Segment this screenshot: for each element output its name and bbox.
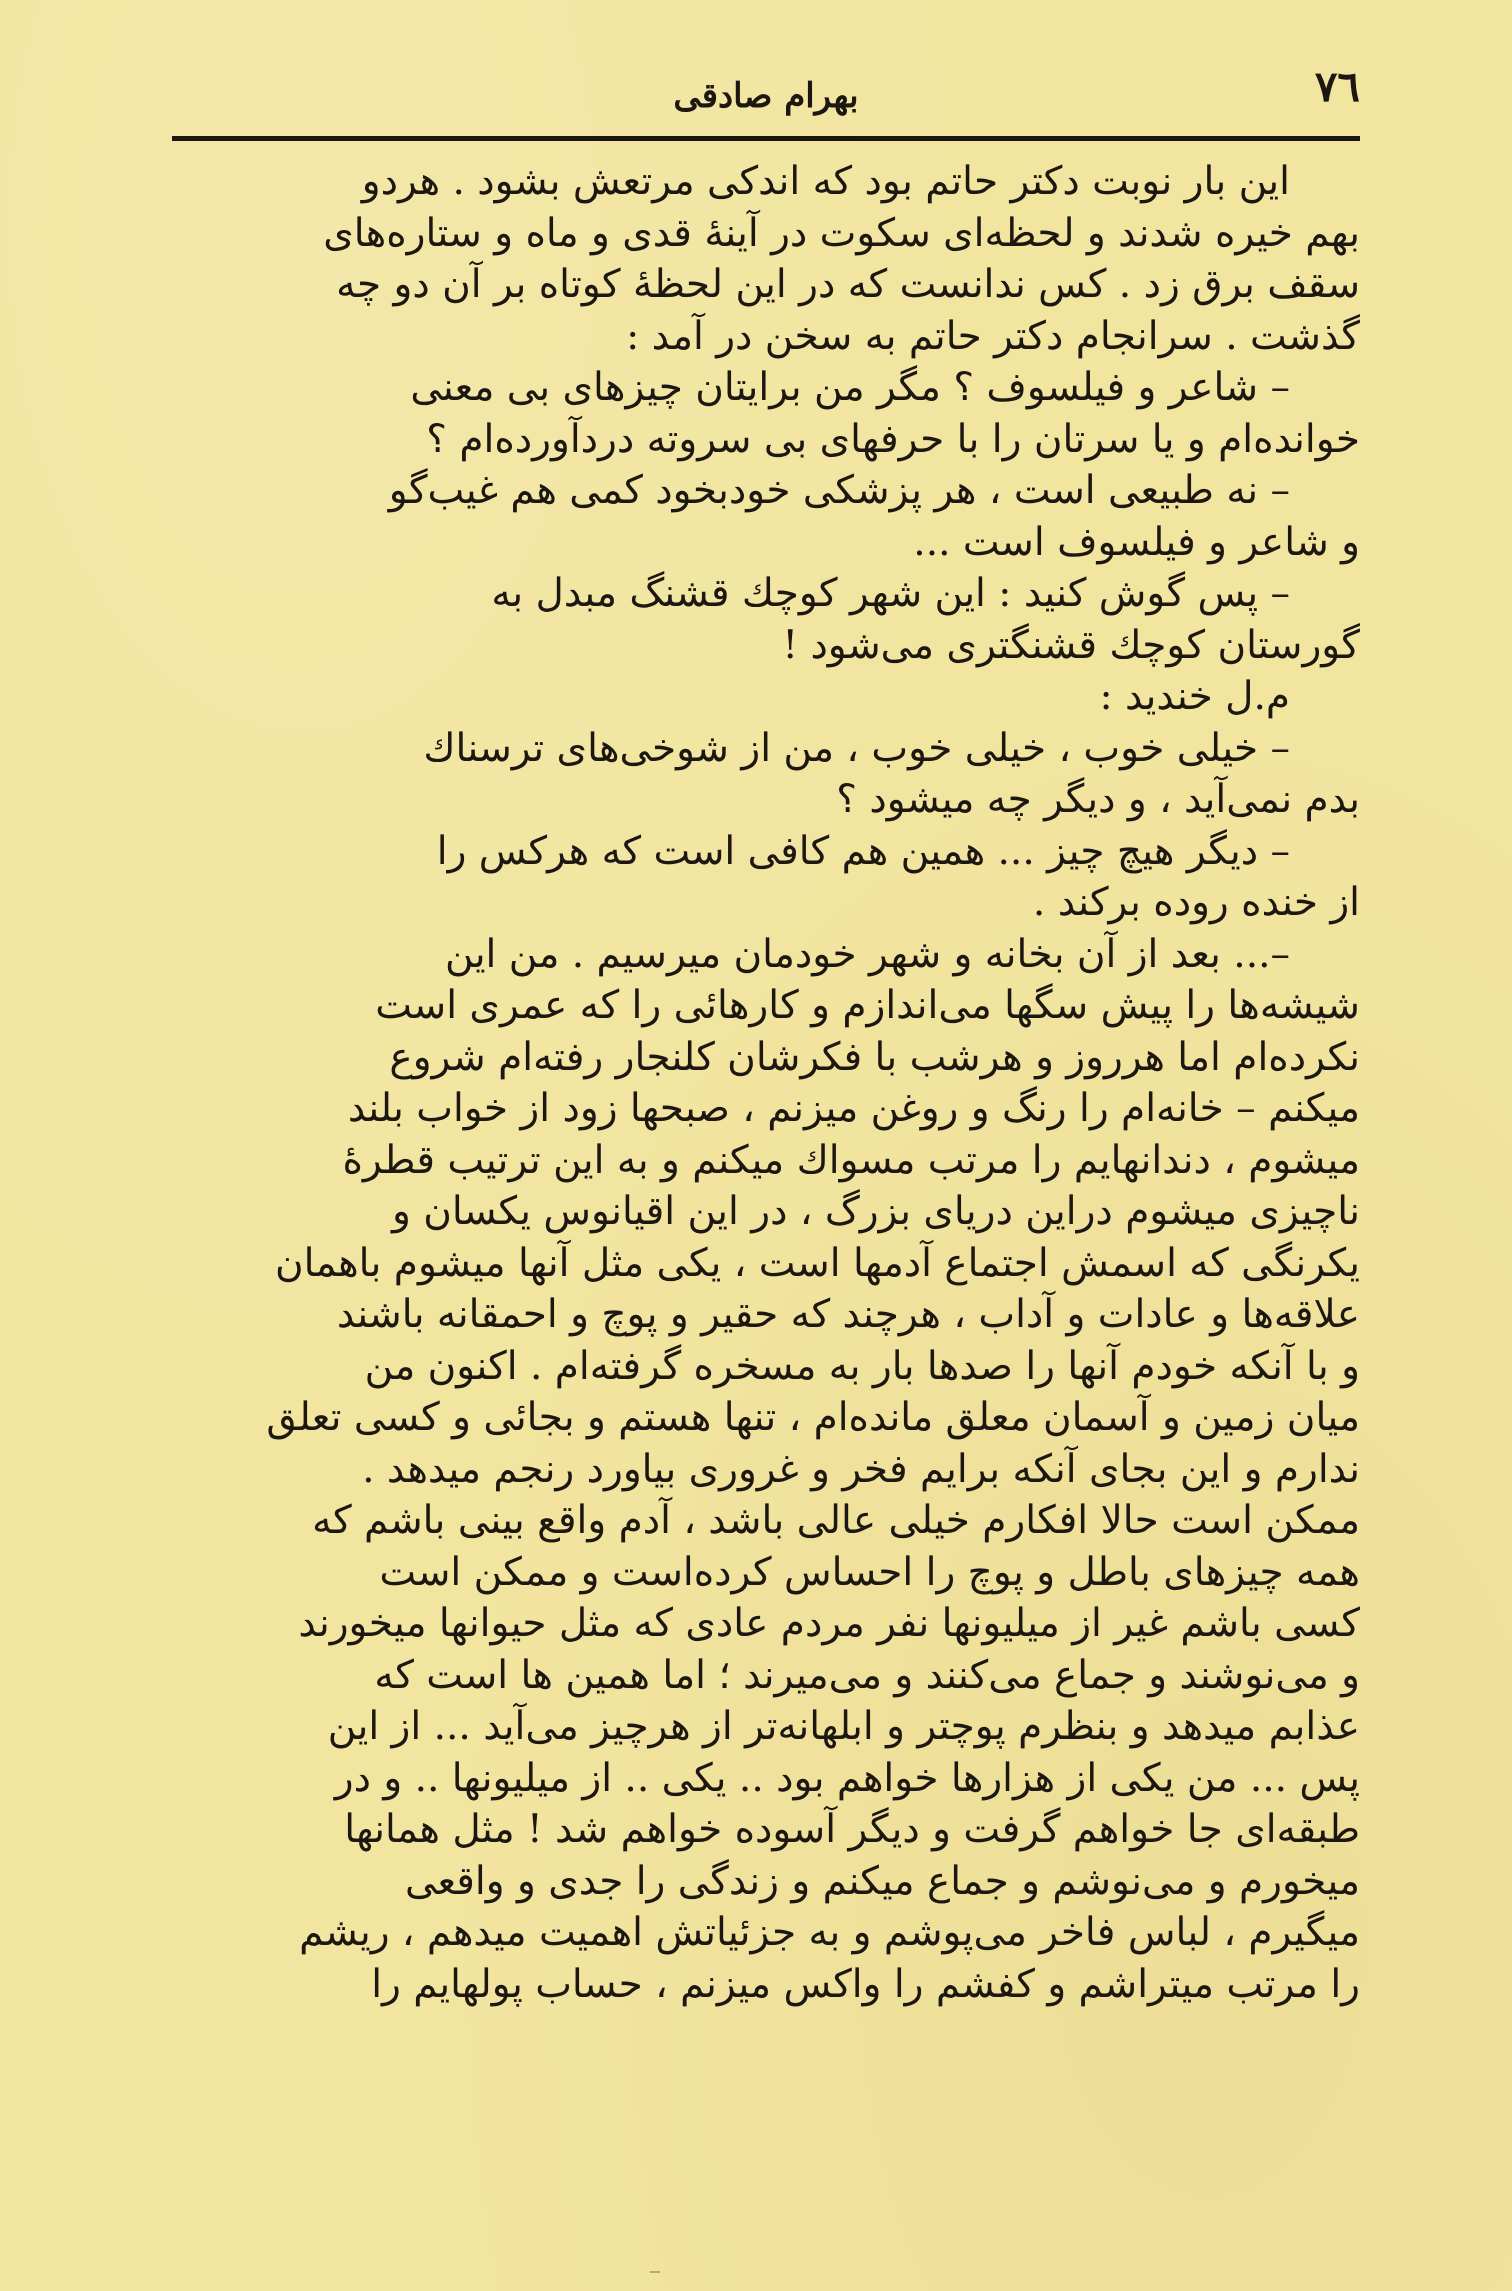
text-line: – نه طبیعی است ، هر پزشکی خودبخود کمی هم غیب‌گو bbox=[388, 468, 1290, 513]
text-line: میان زمین و آسمان معلق مانده‌ام ، تنها هستم و بجائی و کسی تعلق bbox=[266, 1395, 1360, 1440]
text-line: پس ... من یکی از هزارها خواهم بود .. یکی .. از میلیونها .. و در bbox=[334, 1755, 1360, 1801]
text-line: را مرتب میتراشم و کفشم را واکس میزنم ، حساب پولهایم را bbox=[371, 1961, 1360, 2007]
text-line: شیشه‌ها را پیش سگها می‌اندازم و کارهائی را که عمری است bbox=[375, 983, 1360, 1028]
body-text bbox=[172, 156, 1360, 2116]
text-line: طبقه‌ای جا خواهم گرفت و دیگر آسوده خواهم شد ! مثل همانها bbox=[344, 1807, 1360, 1852]
text-line: ندارم و این بجای آنکه برایم فخر و غروری بیاورد رنجم میدهد . bbox=[362, 1446, 1360, 1492]
text-line: این بار نوبت دکتر حاتم بود که اندکی مرتعش بشود . هردو bbox=[361, 159, 1290, 204]
text-line: عذابم میدهد و بنظرم پوچتر و ابلهانه‌تر از هرچیز می‌آید ... از این bbox=[327, 1704, 1360, 1749]
text-line: – خیلی خوب ، خیلی خوب ، من از شوخی‌های ترسناك bbox=[423, 725, 1290, 771]
text-line: م.ل خندید : bbox=[1099, 674, 1290, 719]
page-number: ٧٦ bbox=[1314, 62, 1360, 111]
text-line: –... بعد از آن بخانه و شهر خودمان میرسیم . من این bbox=[445, 931, 1290, 977]
page-header bbox=[172, 58, 1360, 148]
text-line: میخورم و می‌نوشم و جماع میکنم و زندگی را جدی و واقعی bbox=[404, 1858, 1360, 1904]
header-rule bbox=[172, 136, 1360, 141]
running-title: بهرام صادقی bbox=[673, 76, 859, 116]
text-line: کسی باشم غیر از میلیونها نفر مردم عادی که مثل حیوانها میخورند bbox=[298, 1601, 1360, 1646]
text-line: میشوم ، دندانهایم را مرتب مسواك میکنم و به این ترتیب قطرهٔ bbox=[342, 1137, 1360, 1183]
text-line: یکرنگی که اسمش اجتماع آدمها است ، یکی مثل آنها میشوم باهمان bbox=[275, 1240, 1360, 1286]
text-line: گذشت . سرانجام دکتر حاتم به سخن در آمد : bbox=[626, 313, 1360, 359]
text-line: – پس گوش کنید : این شهر کوچك قشنگ مبدل به bbox=[491, 571, 1290, 616]
text-line: علاقه‌ها و عادات و آداب ، هرچند که حقیر و پوچ و احمقانه باشند bbox=[336, 1292, 1360, 1337]
text-line: همه چیزهای باطل و پوچ را احساس کرده‌است و ممکن است bbox=[379, 1549, 1360, 1595]
text-line: سقف برق زد . کس ندانست که در این لحظهٔ کوتاه بر آن دو چه bbox=[336, 262, 1360, 307]
text-line: – شاعر و فیلسوف ؟ مگر من برایتان چیزهای بی معنی bbox=[410, 365, 1290, 410]
text-line: – دیگر هیچ چیز ... همین هم کافی است که هرکس را bbox=[436, 828, 1290, 874]
page-footer-mark bbox=[650, 2271, 660, 2273]
text-line: از خنده روده برکند . bbox=[1032, 880, 1360, 925]
text-line: ناچیزی میشوم دراین دریای بزرگ ، در این اقیانوس یکسان و bbox=[392, 1189, 1360, 1234]
text-line: بدم نمی‌آید ، و دیگر چه میشود ؟ bbox=[836, 777, 1360, 822]
text-line: نکرده‌ام اما هرروز و هرشب با فکرشان کلنجار رفته‌ام شروع bbox=[389, 1034, 1360, 1080]
text-line: خوانده‌ام و یا سرتان را با حرفهای بی سروته دردآورده‌ام ؟ bbox=[426, 416, 1360, 462]
text-line: میگیرم ، لباس فاخر می‌پوشم و به جزئیاتش اهمیت میدهم ، ریشم bbox=[299, 1910, 1360, 1955]
text-line: و با آنکه خودم آنها را صدها بار به مسخره گرفته‌ام . اکنون من bbox=[364, 1343, 1360, 1389]
text-line: ممکن است حالا افکارم خیلی عالی باشد ، آدم واقع بینی باشم که bbox=[312, 1498, 1360, 1543]
text-line: میکنم – خانه‌ام را رنگ و روغن میزنم ، صبحها زود از خواب بلند bbox=[347, 1086, 1360, 1131]
text-line: و شاعر و فیلسوف است ... bbox=[913, 519, 1360, 565]
text-line: گورستان کوچك قشنگتری می‌شود ! bbox=[782, 622, 1360, 668]
text-line: بهم خیره شدند و لحظه‌ای سکوت در آینهٔ قدی و ماه و ستاره‌های bbox=[323, 210, 1360, 256]
text-line: و می‌نوشند و جماع می‌کنند و می‌میرند ؛ اما همین ها است که bbox=[374, 1652, 1360, 1698]
